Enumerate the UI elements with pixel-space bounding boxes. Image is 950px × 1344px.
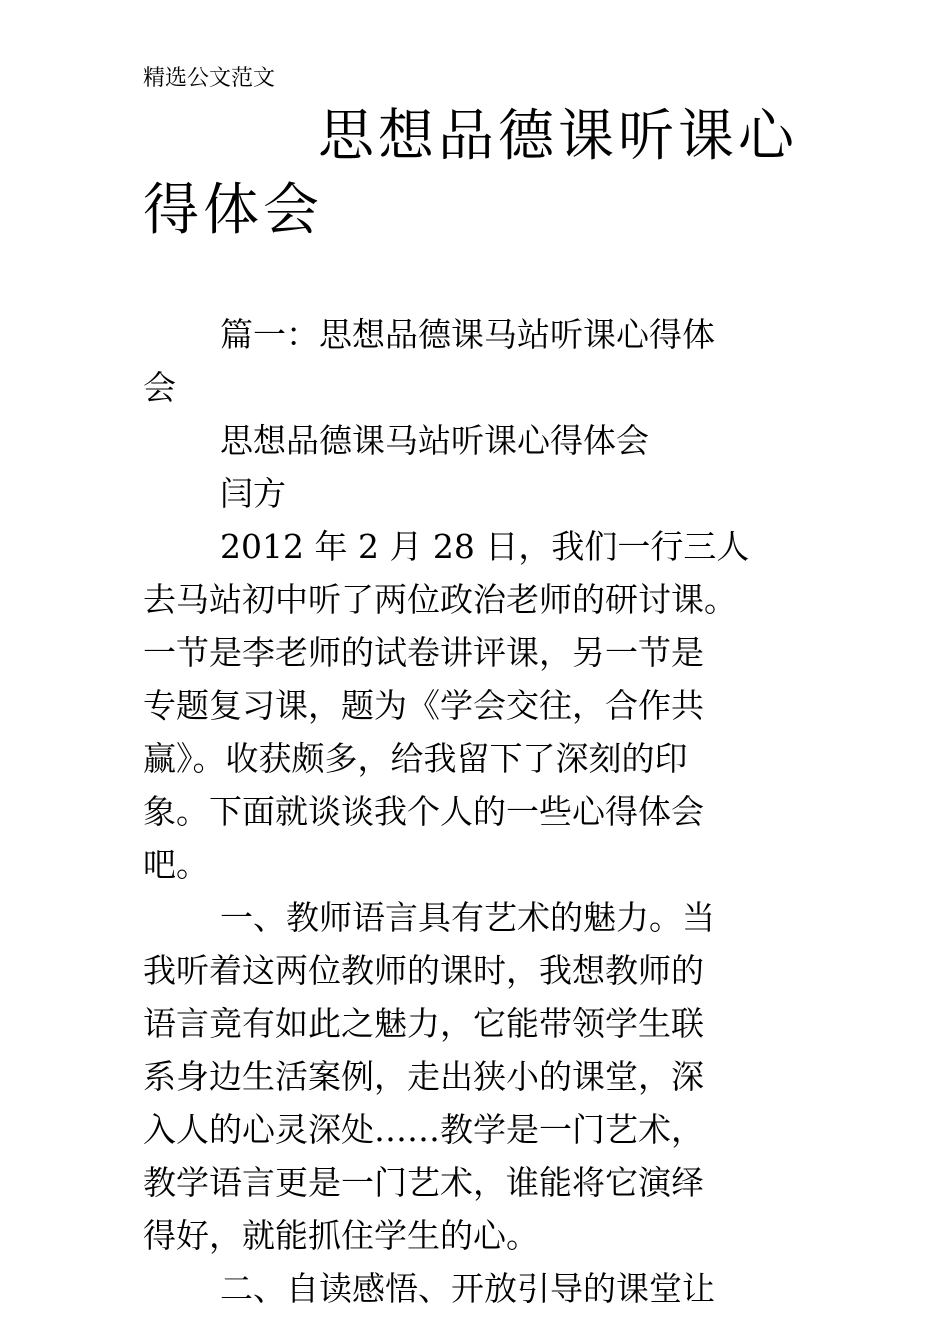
- paragraph-1-line: 吧。: [143, 845, 209, 884]
- article-author: 闫方: [220, 474, 286, 513]
- paragraph-2-line: 我听着这两位教师的课时，我想教师的: [143, 951, 704, 990]
- paragraph-1-line: 去马站初中听了两位政治老师的研讨课。: [143, 580, 737, 619]
- paragraph-2-line: 得好，就能抓住学生的心。: [143, 1216, 539, 1255]
- paragraph-1-line: 2012 年 2 月 28 日，我们一行三人: [220, 527, 750, 566]
- paragraph-2-line: 语言竟有如此之魅力，它能带领学生联: [143, 1004, 704, 1043]
- paragraph-2-line: 一、教师语言具有艺术的魅力。当: [220, 898, 715, 937]
- section-heading-line-1: 篇一：思想品德课马站听课心得体: [220, 315, 715, 354]
- header-label: 精选公文范文: [143, 66, 276, 91]
- paragraph-2-line: 系身边生活案例，走出狭小的课堂，深: [143, 1057, 704, 1096]
- paragraph-1-line: 专题复习课，题为《学会交往，合作共: [143, 686, 704, 725]
- paragraph-1-line: 赢》。收获颇多，给我留下了深刻的印: [143, 739, 688, 778]
- title-line-2: 得体会: [143, 178, 323, 243]
- article-body: [143, 308, 823, 1315]
- document-title: [143, 100, 823, 248]
- paragraph-1-line: 一节是李老师的试卷讲评课，另一节是: [143, 633, 704, 672]
- paragraph-1-line: 象。下面就谈谈我个人的一些心得体会: [143, 792, 704, 831]
- article-subtitle: 思想品德课马站听课心得体会: [220, 421, 649, 460]
- paragraph-2-line: 入人的心灵深处……教学是一门艺术，: [143, 1110, 704, 1149]
- paragraph-3-line: 二、自读感悟、开放引导的课堂让: [220, 1269, 715, 1308]
- paragraph-2-line: 教学语言更是一门艺术，谁能将它演绎: [143, 1163, 704, 1202]
- title-line-1: 思想品德课听课心: [318, 104, 798, 169]
- section-heading-line-2: 会: [143, 368, 176, 407]
